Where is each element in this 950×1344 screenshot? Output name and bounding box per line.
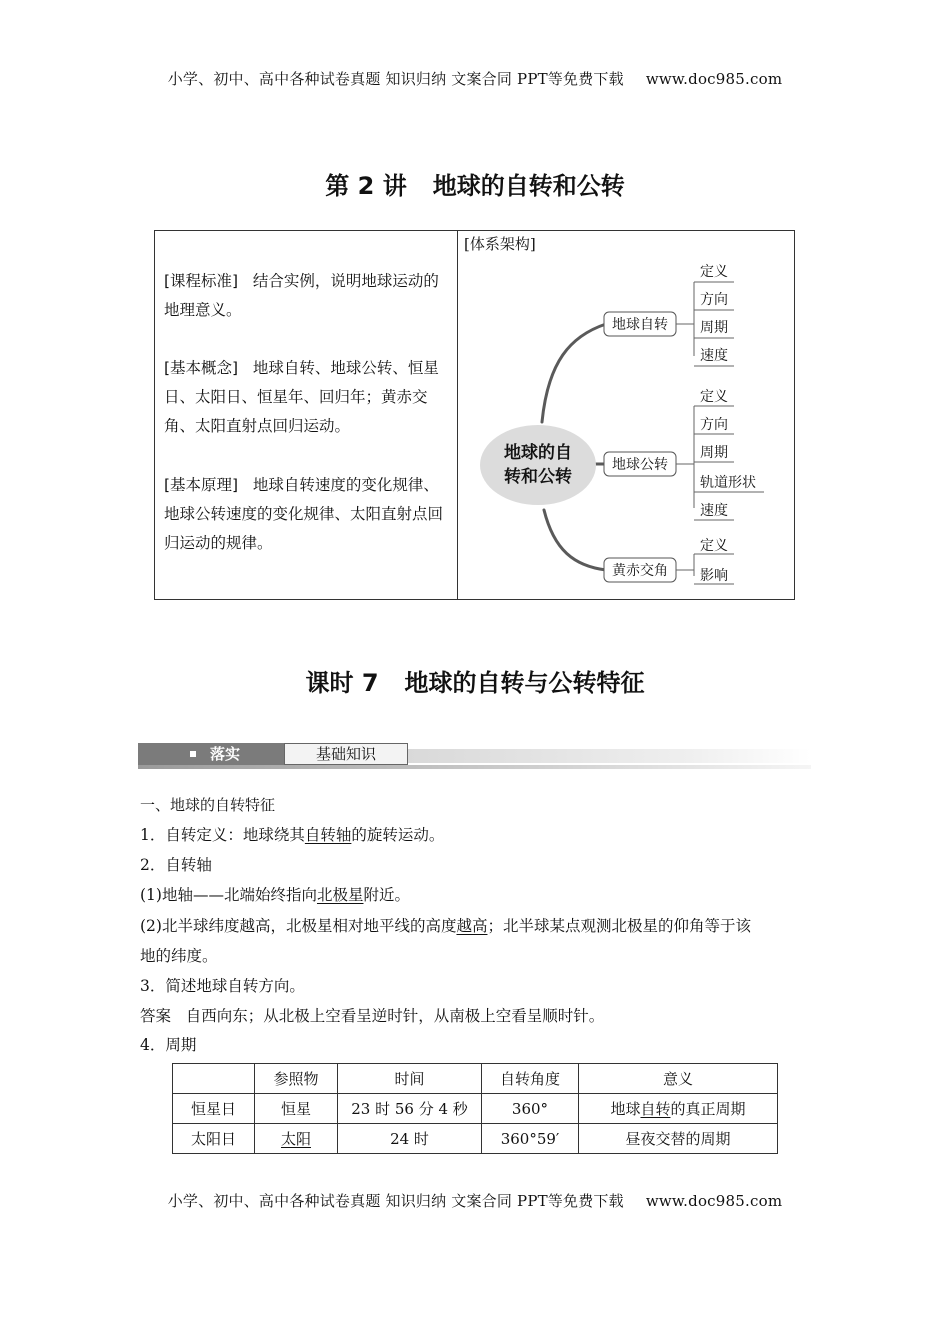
branch1-leaf: 周期 xyxy=(700,320,728,336)
section-bar-dark xyxy=(138,743,284,765)
center-line2: 转和公转 xyxy=(504,467,572,487)
header-site: www.doc985.com xyxy=(645,70,783,88)
basic-principles-tag: [基本原理] xyxy=(164,476,239,494)
branch1-leaf: 方向 xyxy=(700,292,728,308)
table-cell: 太阳日 xyxy=(173,1124,255,1154)
branch1-leaf: 定义 xyxy=(700,264,728,280)
course-standard-text: 结合实例，说明地球运动的地理意义。 xyxy=(164,272,439,319)
lesson-name: 地球的自转与公转特征 xyxy=(404,669,645,697)
table-header-cell xyxy=(173,1064,255,1094)
course-standard xyxy=(164,267,449,325)
answer-tag: 答案 xyxy=(140,1007,172,1025)
branch3-label: 黄赤交角 xyxy=(612,563,668,579)
footer-site: www.doc985.com xyxy=(645,1192,783,1210)
section-dark-label: 落实 xyxy=(210,745,241,763)
branch2-leaf: 速度 xyxy=(700,503,728,519)
table-row xyxy=(173,1094,778,1124)
page-footer xyxy=(0,1190,950,1211)
table-cell: 24 时 xyxy=(338,1124,482,1154)
table-header-cell: 参照物 xyxy=(255,1064,338,1094)
paragraph-4 xyxy=(140,916,751,936)
lecture-name: 地球的自转和公转 xyxy=(432,172,625,200)
table-cell xyxy=(255,1124,338,1154)
p1-pre: 1．自转定义：地球绕其 xyxy=(140,826,305,844)
p1-underlined: 自转轴 xyxy=(304,826,352,844)
branch1-connector xyxy=(542,324,606,422)
table-cell: 360° xyxy=(482,1094,579,1124)
p3-post: 附近。 xyxy=(363,886,410,904)
table-cell: 恒星日 xyxy=(173,1094,255,1124)
page-header xyxy=(0,68,950,89)
branch2-leaf: 方向 xyxy=(700,417,728,433)
course-standard-tag: [课程标准] xyxy=(164,272,239,290)
p3-underlined: 北极星 xyxy=(316,886,364,904)
paragraph-3 xyxy=(140,885,410,905)
basic-principles xyxy=(164,471,449,558)
p4-post: ；北半球某点观测北极星的仰角等于该 xyxy=(487,917,751,935)
section-heading: 一、地球的自转特征 xyxy=(140,796,276,814)
lecture-number: 第 2 讲 xyxy=(325,172,407,200)
meaning-underlined: 自转 xyxy=(640,1100,671,1118)
p1-post: 的旋转运动。 xyxy=(351,826,445,844)
branch2-leaf: 周期 xyxy=(700,445,728,461)
table-row xyxy=(173,1124,778,1154)
basic-concepts-text: 地球自转、地球公转、恒星日、太阳日、恒星年、回归年；黄赤交角、太阳直射点回归运动。 xyxy=(164,359,439,435)
table-cell: 恒星 xyxy=(255,1094,338,1124)
branch1-label: 地球自转 xyxy=(612,317,668,333)
ref-underlined: 太阳 xyxy=(280,1130,311,1148)
lecture-title xyxy=(0,166,950,201)
branch3-leaf: 定义 xyxy=(700,538,728,554)
branch1-leaf: 速度 xyxy=(700,348,728,364)
branch2-label: 地球公转 xyxy=(612,457,668,473)
p3-pre: (1)地轴——北端始终指向 xyxy=(140,886,317,904)
paragraph-5: 3．简述地球自转方向。 xyxy=(140,977,305,995)
table-header-cell: 时间 xyxy=(338,1064,482,1094)
mind-map xyxy=(458,250,794,598)
header-text: 小学、初中、高中各种试卷真题 知识归纳 文案合同 PPT等免费下载 xyxy=(167,70,624,88)
branch3-leaf: 影响 xyxy=(700,568,728,584)
paragraph-2: 2．自转轴 xyxy=(140,856,212,874)
period-table xyxy=(172,1063,778,1154)
branch2-leaf: 定义 xyxy=(700,389,728,405)
branch3-connector xyxy=(544,510,606,570)
table-cell xyxy=(579,1094,778,1124)
answer xyxy=(140,1006,604,1026)
center-line1: 地球的自 xyxy=(504,443,572,463)
paragraph-4-line2: 地的纬度。 xyxy=(140,947,218,965)
table-header-row xyxy=(173,1064,778,1094)
table-cell: 360°59′ xyxy=(482,1124,579,1154)
meaning-post: 的真正周期 xyxy=(670,1100,746,1118)
table-cell: 昼夜交替的周期 xyxy=(579,1124,778,1154)
p4-pre: (2)北半球纬度越高，北极星相对地平线的高度 xyxy=(140,917,457,935)
lesson-title xyxy=(0,663,950,698)
table-cell: 23 时 56 分 4 秒 xyxy=(338,1094,482,1124)
architecture-label: [体系架构] xyxy=(464,235,536,253)
answer-text: 自西向东；从北极上空看呈逆时针，从南极上空看呈顺时针。 xyxy=(185,1007,605,1025)
p4-underlined: 越高 xyxy=(456,917,488,935)
basic-principles-text: 地球自转速度的变化规律、地球公转速度的变化规律、太阳直射点回归运动的规律。 xyxy=(164,476,444,552)
section-bar xyxy=(138,743,811,769)
center-node xyxy=(480,425,596,505)
paragraph-6: 4．周期 xyxy=(140,1036,197,1054)
footer-text: 小学、初中、高中各种试卷真题 知识归纳 文案合同 PPT等免费下载 xyxy=(167,1192,624,1210)
branch2-leaf: 轨道形状 xyxy=(700,475,756,491)
meaning-pre: 地球 xyxy=(610,1100,641,1118)
lesson-number: 课时 7 xyxy=(305,669,379,697)
table-header-cell: 自转角度 xyxy=(482,1064,579,1094)
table-header-cell: 意义 xyxy=(579,1064,778,1094)
basic-concepts xyxy=(164,354,449,441)
section-light-label: 基础知识 xyxy=(284,743,408,765)
paragraph-1 xyxy=(140,825,444,845)
square-bullet-icon xyxy=(190,751,196,757)
basic-concepts-tag: [基本概念] xyxy=(164,359,239,377)
